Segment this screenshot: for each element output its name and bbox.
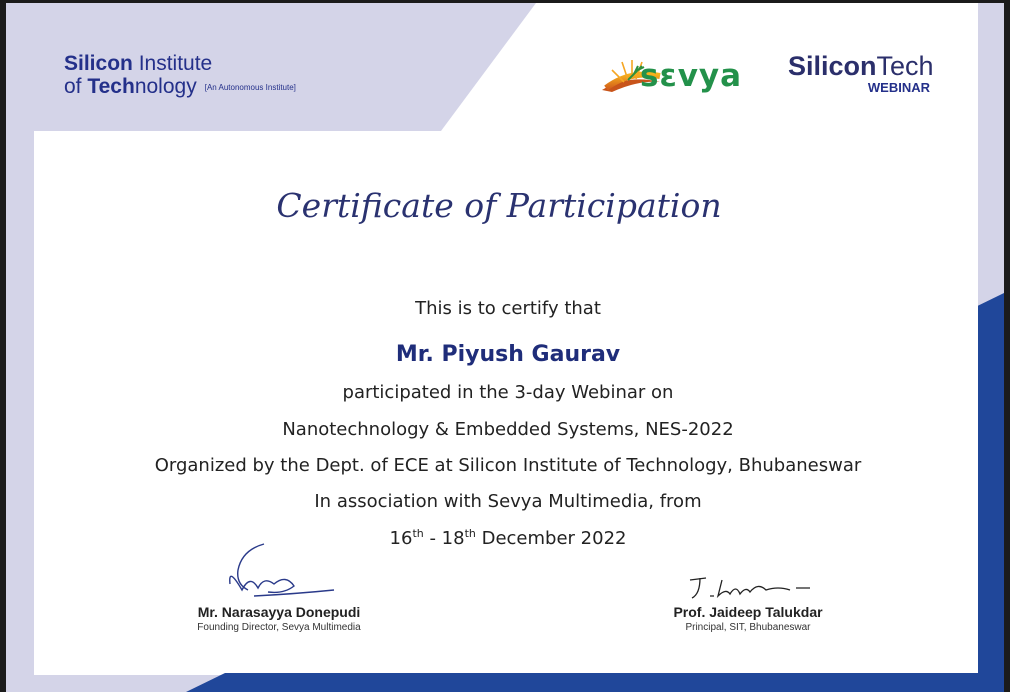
signatory-right: [658, 604, 838, 633]
sevya-wordmark: sεvya: [640, 58, 743, 94]
signatory-right-name: Prof. Jaideep Talukdar: [673, 604, 823, 620]
signature-left: [224, 540, 344, 602]
signatory-left: [168, 604, 390, 633]
date-start-suffix: th: [412, 527, 424, 540]
body-line-2: Nanotechnology & Embedded Systems, NES-2022: [282, 419, 734, 440]
date-end-suffix: th: [464, 527, 476, 540]
intro-text: This is to certify that: [415, 298, 601, 319]
date-end: December 2022: [475, 528, 627, 549]
silicontech-rest: Tech: [876, 51, 934, 81]
signatory-left-role: Founding Director, Sevya Multimedia: [197, 622, 361, 633]
date-start: 16: [389, 528, 413, 549]
sit-logo-tagline: [An Autonomous Institute]: [204, 82, 296, 92]
certificate-title: Certificate of Participation: [276, 186, 722, 225]
event-date: [0, 527, 1010, 549]
signatory-left-name: Mr. Narasayya Donepudi: [197, 604, 361, 620]
date-sep: - 18: [423, 528, 465, 549]
body-line-1: participated in the 3-day Webinar on: [342, 382, 674, 403]
recipient-name: Mr. Piyush Gaurav: [395, 342, 621, 367]
sit-logo-rest-1: Institute: [132, 52, 213, 75]
sit-logo-rest-2: nology: [134, 75, 197, 98]
silicontech-webinar: WEBINAR: [867, 80, 930, 95]
sit-logo-bold-2: Tech: [87, 75, 135, 98]
signatory-right-role: Principal, SIT, Bhubaneswar: [685, 622, 811, 633]
sit-logo: [64, 52, 296, 99]
silicontech-logo: [788, 52, 932, 95]
silicontech-bold: Silicon: [788, 51, 877, 81]
sit-logo-pre-2: of: [64, 75, 88, 98]
signature-right: [686, 574, 836, 604]
sit-logo-bold-1: Silicon: [64, 52, 133, 75]
body-line-3: Organized by the Dept. of ECE at Silicon Institute of Technology, Bhubaneswar: [154, 455, 862, 476]
body-line-4: In association with Sevya Multimedia, from: [314, 491, 702, 512]
